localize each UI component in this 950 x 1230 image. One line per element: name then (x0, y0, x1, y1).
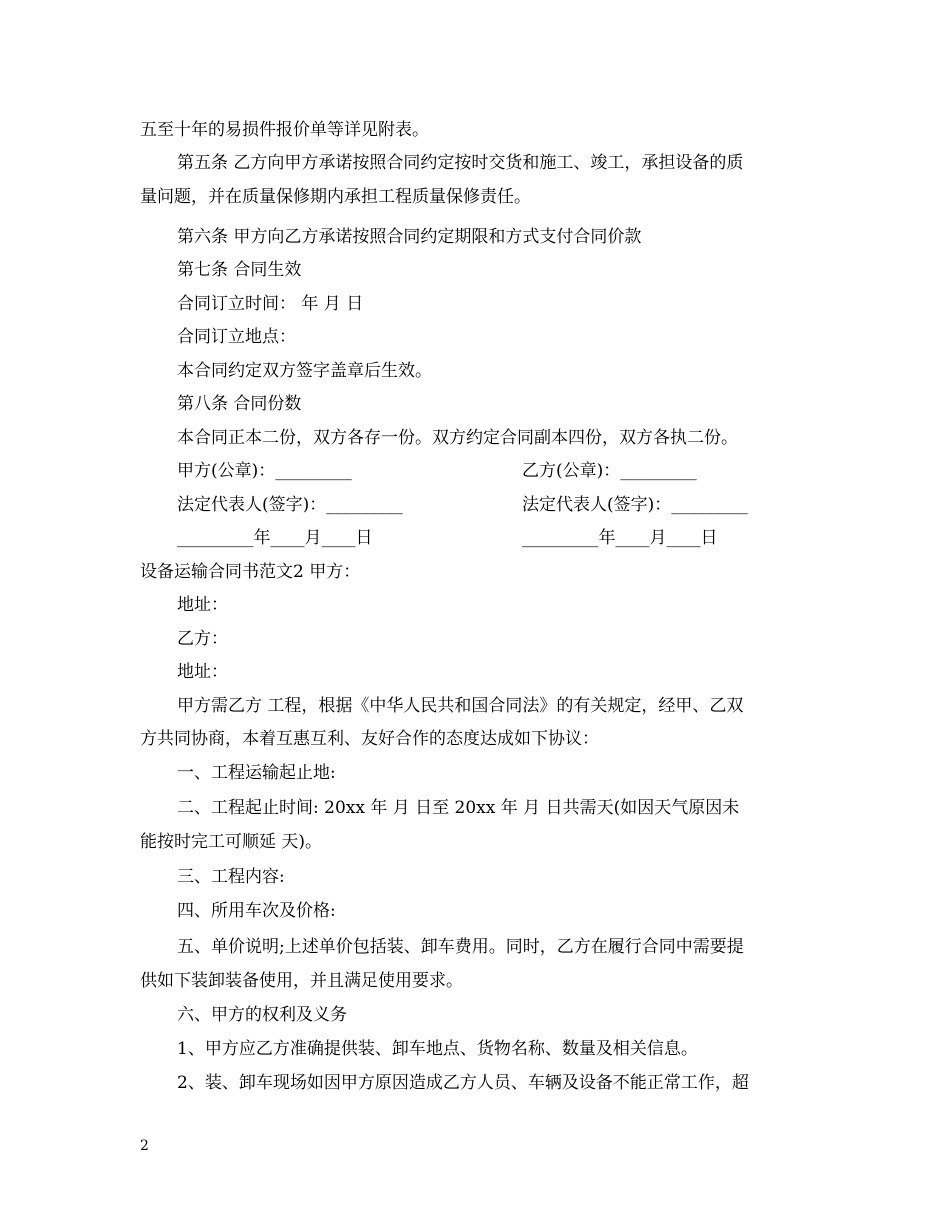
item-6-2-line: 2、装、卸车现场如因甲方原因造成乙方人员、车辆及设备不能正常工作，超 (177, 1073, 749, 1093)
intro-line: 甲方需乙方 工程，根据《中华人民共和国合同法》的有关规定，经甲、乙双 (177, 696, 744, 716)
item-6-heading: 六、甲方的权利及义务 (177, 1005, 347, 1025)
article-6-line: 第六条 甲方向乙方承诺按照合同约定期限和方式支付合同价款 (177, 227, 642, 247)
contract-place-line: 合同订立地点： (177, 327, 296, 347)
item-2-line: 二、工程起止时间: 20xx 年 月 日至 20xx 年 月 日共需天(如因天气原因未 (177, 798, 740, 818)
party-b-seal: 乙方(公章)：_________ (522, 461, 697, 481)
article-7-heading: 第七条 合同生效 (177, 260, 302, 280)
rep-b-signature: 法定代表人(签字)：_________ (522, 495, 748, 515)
rep-a-signature: 法定代表人(签字)：_________ (177, 495, 403, 515)
intro-line-cont: 方共同协商，本着互惠互利、友好合作的态度达成如下协议： (140, 729, 599, 749)
item-3-line: 三、工程内容: (177, 867, 285, 887)
item-5-line-cont: 供如下装卸装备使用，并且满足使用要求。 (140, 971, 463, 991)
paragraph-line: 量问题，并在质量保修期内承担工程质量保修责任。 (140, 187, 531, 207)
effect-line: 本合同约定双方签字盖章后生效。 (177, 361, 432, 381)
paragraph-line: 五至十年的易损件报价单等详见附表。 (140, 120, 429, 140)
page-number: 2 (140, 1138, 149, 1154)
item-2-line-cont: 能按时完工可顺延 天)。 (140, 832, 323, 852)
address-b-line: 地址： (177, 662, 228, 682)
item-1-line: 一、工程运输起止地: (177, 763, 336, 783)
address-a-line: 地址： (177, 595, 228, 615)
date-a: _________年____月____日 (177, 528, 373, 548)
party-a-seal: 甲方(公章)：_________ (177, 461, 352, 481)
copies-line: 本合同正本二份，双方各存一份。双方约定合同副本四份，双方各执二份。 (177, 428, 738, 448)
party-b-line: 乙方： (177, 629, 228, 649)
item-4-line: 四、所用车次及价格: (177, 901, 336, 921)
date-b: _________年____月____日 (522, 528, 718, 548)
item-5-line: 五、单价说明;上述单价包括装、卸车费用。同时，乙方在履行合同中需要提 (177, 937, 744, 957)
article-5-line: 第五条 乙方向甲方承诺按照合同约定按时交货和施工、竣工，承担设备的质 (177, 153, 744, 173)
section-title: 设备运输合同书范文2 甲方： (140, 562, 361, 582)
item-6-1-line: 1、甲方应乙方准确提供装、卸车地点、货物名称、数量及相关信息。 (177, 1039, 698, 1059)
contract-date-line: 合同订立时间： 年 月 日 (177, 294, 364, 314)
article-8-heading: 第八条 合同份数 (177, 394, 302, 414)
